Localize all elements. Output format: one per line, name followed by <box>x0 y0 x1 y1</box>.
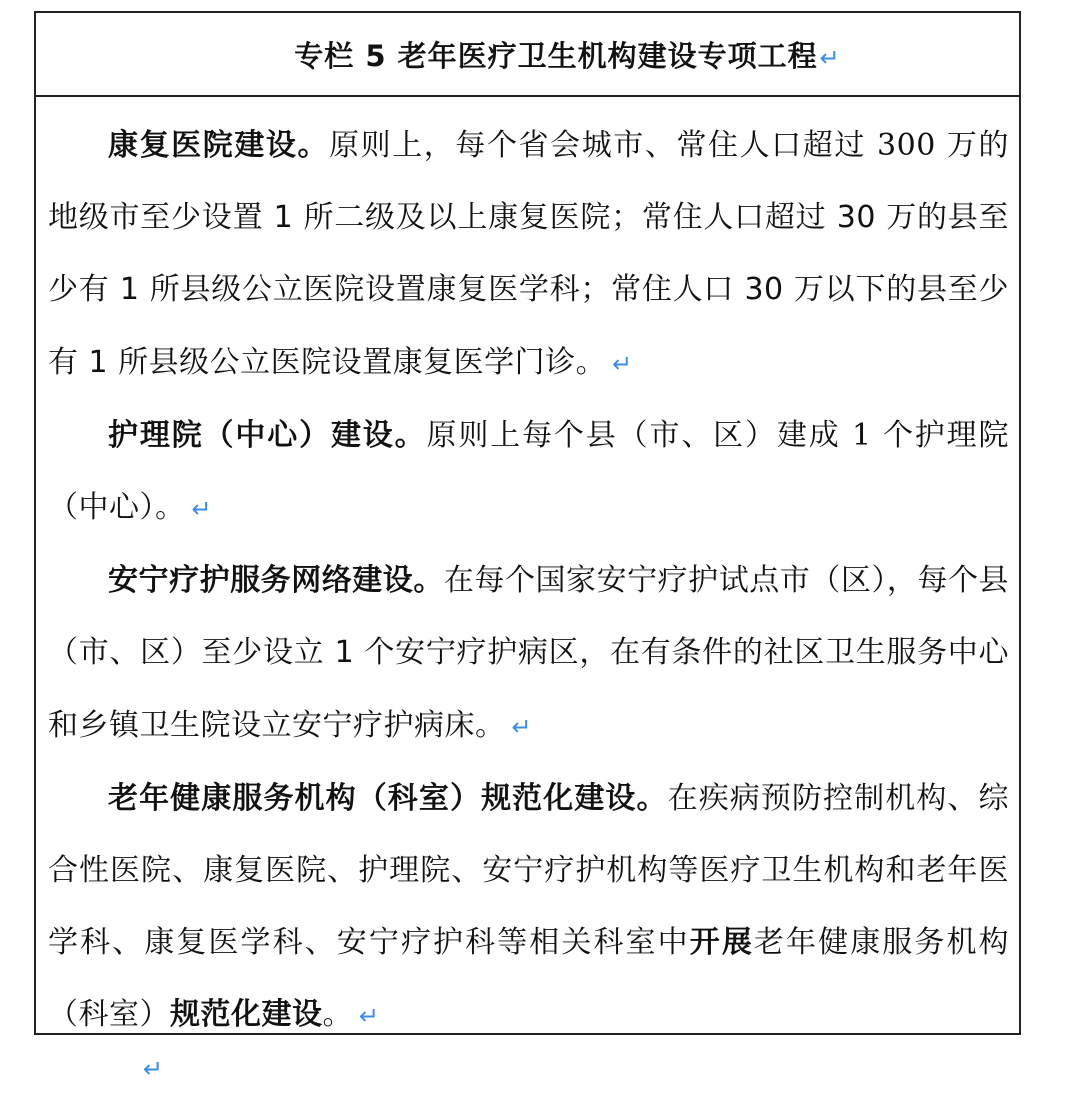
paragraph-text: 。 <box>322 997 353 1033</box>
paragraph-text: 疾病预防控制机构、综合性医院、康复医院、护理院、安宁疗护机构等医疗卫生机构和老年医学科、康复医学科、安宁疗护科等相关科室中 <box>48 780 1010 961</box>
paragraph-text: 原则上，每个省会城市、常住人口超过 300 <box>329 128 947 163</box>
paragraph-mark-icon: ↵ <box>143 1055 164 1083</box>
paragraph-heading: 老年健康服务机构（科室）规范化建设。 <box>108 780 668 816</box>
paragraph-mark-icon: ↵ <box>191 495 213 524</box>
box-body <box>36 97 1019 1053</box>
paragraph-text: 至少设立 1 个安宁疗护病区，在有条件的社区卫生服务中心和乡镇卫生院设立安宁疗护病床。 <box>48 635 1009 743</box>
paragraph-text: 在 <box>667 780 699 816</box>
trailing-empty-paragraph <box>137 1055 163 1083</box>
paragraph-heading: 护理院（中心）建设。 <box>108 417 427 453</box>
paragraph-mark-icon: ↵ <box>819 43 841 72</box>
paragraph-text: 老年健康服务机构（科室） <box>48 925 1010 1033</box>
paragraph-hospice-network <box>48 545 1009 763</box>
paragraph-mark-icon: ↵ <box>359 1002 380 1031</box>
paragraph-geriatric-standardization <box>48 763 1009 1053</box>
box-title <box>294 34 840 75</box>
special-column-box <box>34 11 1021 1035</box>
paragraph-heading: 康复医院建设。 <box>108 128 330 163</box>
paragraph-text: 原则上每个县（市、区）建成 1 个护理院（中心）。 <box>48 417 1009 526</box>
paragraph-mark-icon: ↵ <box>612 349 633 378</box>
paragraph-text: 开展 <box>689 925 754 961</box>
box-header <box>36 13 1019 97</box>
paragraph-rehab-hospital <box>48 110 1009 400</box>
paragraph-text: 万的地级市至少设置 1 所二级及以上康复医院；常住人口超过 30 万的县至少有 1 所县级公立医院设置康复医学科；常住人口 30 万以下的县至少有 1 所县级公立医院设置康复医学门诊。 <box>48 128 1010 380</box>
box-title-text: 专栏 5 老年医疗卫生机构建设专项工程 <box>294 38 818 73</box>
paragraph-text: 规范化建设 <box>170 997 323 1033</box>
paragraph-text: 在每个国家安宁疗护试点市（区），每个县（市、区） <box>48 563 1010 671</box>
paragraph-heading: 安宁疗护服务网络建设。 <box>108 563 444 599</box>
paragraph-mark-icon: ↵ <box>511 712 533 741</box>
paragraph-nursing-home <box>48 400 1009 545</box>
